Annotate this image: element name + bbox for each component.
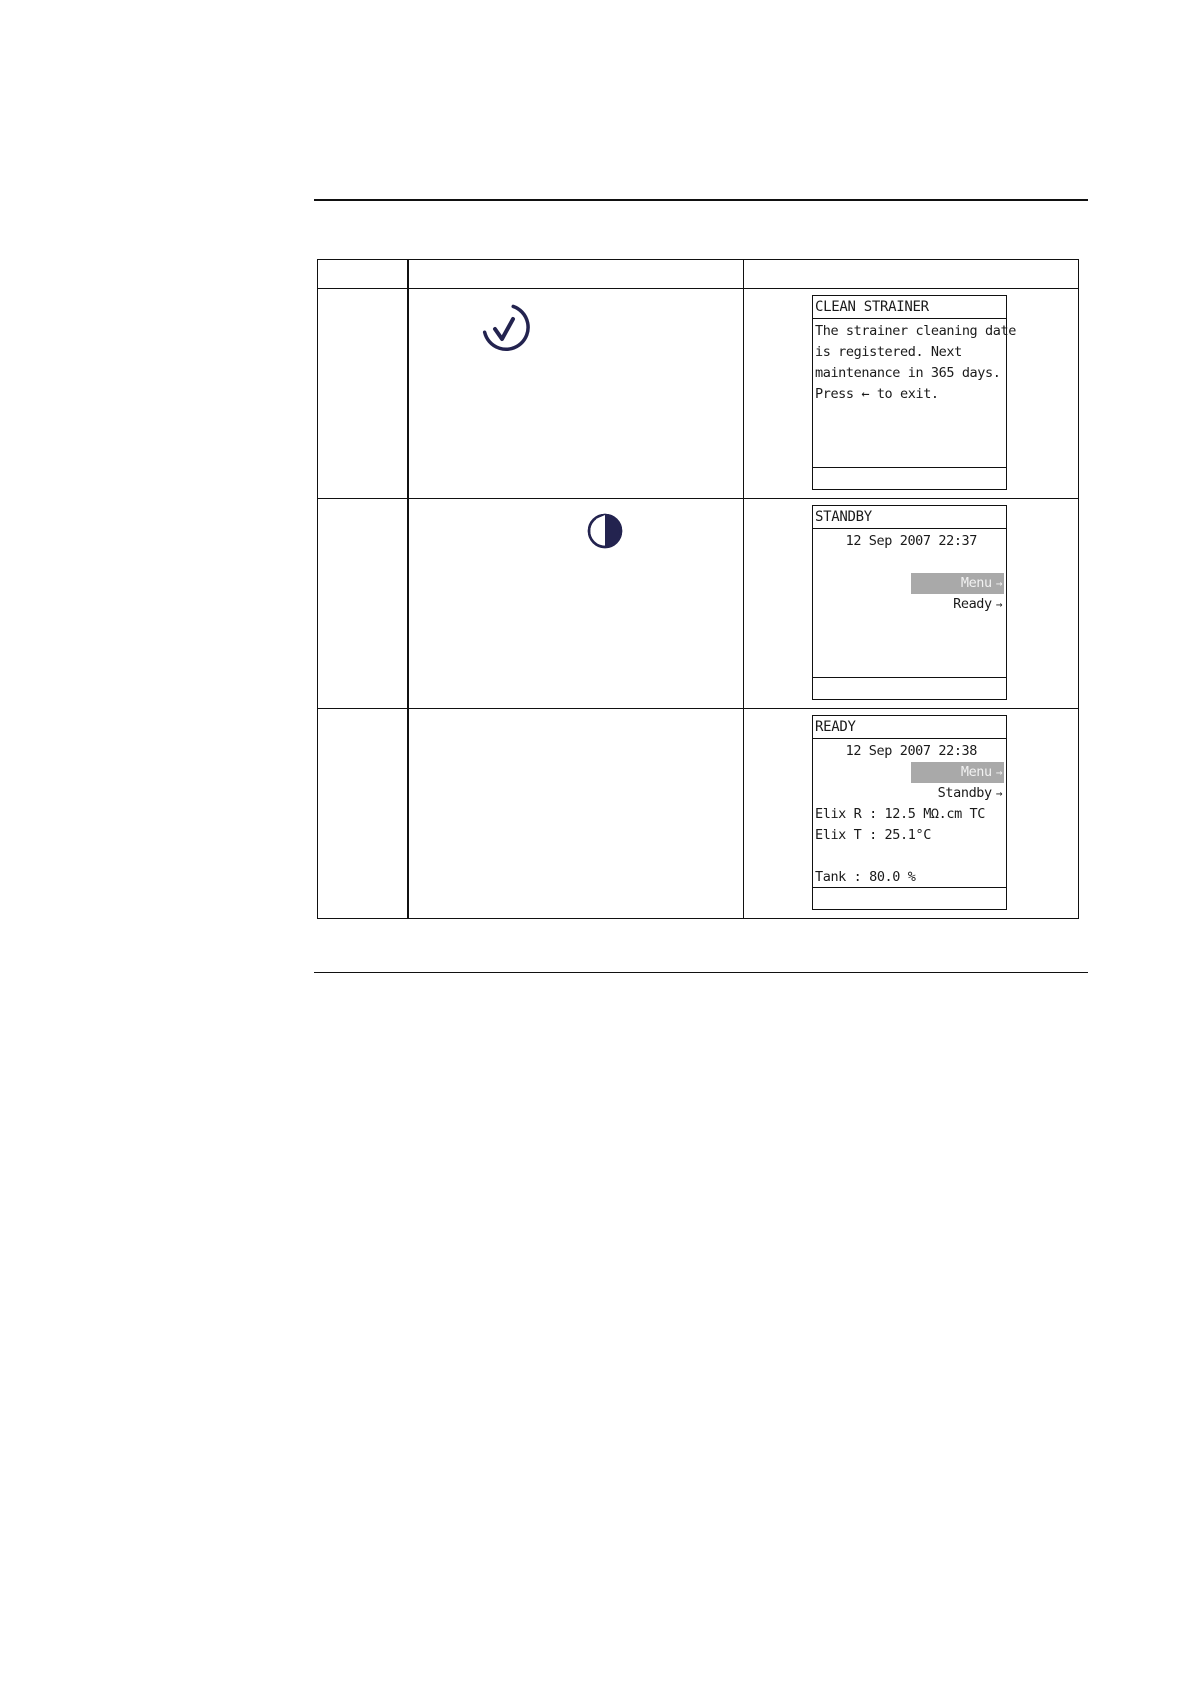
lcd-title: READY xyxy=(813,716,1006,739)
lcd-elix-resistivity: Elix R : 12.5 MΩ.cm TC xyxy=(815,806,986,822)
table-row xyxy=(318,709,1079,919)
arrow-right-icon: → xyxy=(995,766,1002,779)
step-number-cell xyxy=(318,499,409,709)
arrow-right-icon: → xyxy=(995,787,1002,800)
standby-icon[interactable] xyxy=(585,511,625,551)
lcd-text-line: is registered. Next xyxy=(815,344,962,360)
header-display-cell xyxy=(744,260,1079,289)
lcd-menu-label: Menu xyxy=(960,575,992,591)
lcd-elix-temperature: Elix T : 25.1°C xyxy=(815,827,931,843)
display-cell xyxy=(744,499,1079,709)
lcd-tank-level: Tank : 80.0 % xyxy=(815,869,916,885)
lcd-text-line: maintenance in 365 days. xyxy=(815,365,1001,381)
table-row xyxy=(318,499,1079,709)
lcd-ready-option[interactable] xyxy=(815,594,1004,615)
lcd-screen-ready xyxy=(812,715,1007,910)
lcd-standby-option[interactable] xyxy=(815,783,1004,804)
lcd-ready-label: Ready xyxy=(953,596,992,612)
lcd-menu-option[interactable] xyxy=(911,573,1004,594)
lcd-footer-bar xyxy=(813,677,1006,699)
lcd-text-line: Press ← to exit. xyxy=(815,386,939,402)
action-cell xyxy=(408,709,744,919)
lcd-screen-standby xyxy=(812,505,1007,700)
top-rule xyxy=(314,199,1088,201)
lcd-standby-label: Standby xyxy=(937,785,992,801)
lcd-screen-clean-strainer xyxy=(812,295,1016,490)
arrow-right-icon: → xyxy=(995,598,1002,611)
action-cell xyxy=(408,499,744,709)
table-row xyxy=(318,289,1079,499)
lcd-title: CLEAN STRAINER xyxy=(813,296,1006,319)
display-cell xyxy=(744,289,1079,499)
display-cell xyxy=(744,709,1079,919)
procedure-table xyxy=(317,259,1079,919)
lcd-footer-bar xyxy=(813,887,1006,909)
lcd-title: STANDBY xyxy=(813,506,1006,529)
table-header-row xyxy=(318,260,1079,289)
step-number-cell xyxy=(318,289,409,499)
action-cell xyxy=(408,289,744,499)
header-action-cell xyxy=(408,260,744,289)
arrow-right-icon: → xyxy=(995,577,1002,590)
lcd-datetime: 12 Sep 2007 22:38 xyxy=(845,743,977,759)
step-number-cell xyxy=(318,709,409,919)
lcd-menu-label: Menu xyxy=(960,764,992,780)
header-step-cell xyxy=(318,260,409,289)
lcd-menu-option[interactable] xyxy=(911,762,1004,783)
check-circle-icon[interactable] xyxy=(475,299,535,359)
lcd-text-line: The strainer cleaning date xyxy=(815,323,1016,339)
lcd-footer-bar xyxy=(813,467,1006,489)
bottom-rule xyxy=(314,972,1088,973)
lcd-datetime: 12 Sep 2007 22:37 xyxy=(845,533,977,549)
